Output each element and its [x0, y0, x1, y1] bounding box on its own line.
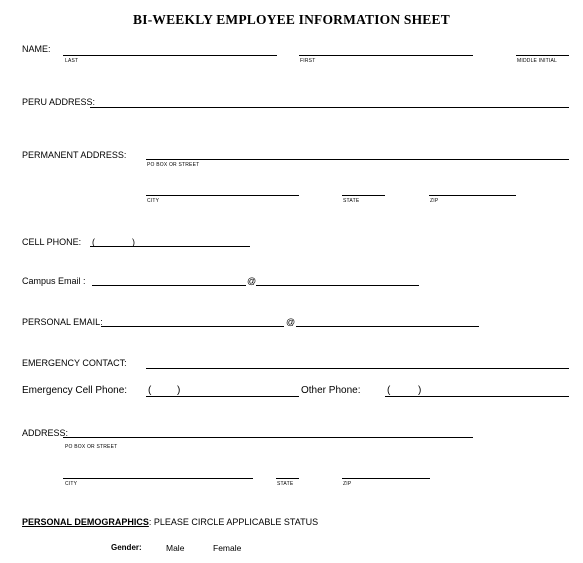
permanent-street-caption: PO BOX OR STREET — [147, 162, 200, 168]
demographics-row — [22, 517, 318, 527]
emergency-cell-label: Emergency Cell Phone: — [22, 385, 128, 396]
other-phone-label: Other Phone: — [301, 385, 361, 396]
gender-label: Gender: — [111, 543, 142, 552]
emergency-contact-field[interactable] — [146, 368, 569, 369]
permanent-state-caption: STATE — [343, 198, 360, 204]
middle-initial-caption: MIDDLE INITIAL — [517, 58, 558, 64]
other-phone-area-open: ( — [387, 385, 391, 396]
permanent-zip-field[interactable] — [429, 195, 516, 196]
personal-email-user-field[interactable] — [101, 326, 284, 327]
cell-phone-field[interactable] — [90, 246, 250, 247]
emergency-cell-area-close: ) — [177, 385, 181, 396]
address-zip-caption: ZIP — [343, 481, 352, 487]
permanent-city-field[interactable] — [146, 195, 299, 196]
campus-email-user-field[interactable] — [92, 285, 246, 286]
address-street-caption: PO BOX OR STREET — [65, 444, 118, 450]
permanent-city-caption: CITY — [147, 198, 160, 204]
personal-email-label: PERSONAL EMAIL: — [22, 317, 103, 327]
demographics-instruction: : PLEASE CIRCLE APPLICABLE STATUS — [148, 517, 319, 527]
middle-initial-field[interactable] — [516, 55, 569, 56]
last-name-caption: LAST — [65, 58, 79, 64]
address-street-field[interactable] — [63, 437, 473, 438]
cell-phone-area-open: ( — [92, 237, 95, 247]
cell-phone-area-close: ) — [132, 237, 135, 247]
permanent-street-field[interactable] — [146, 159, 569, 160]
other-phone-area-close: ) — [418, 385, 422, 396]
address-state-field[interactable] — [276, 478, 299, 479]
address-state-caption: STATE — [277, 481, 294, 487]
first-name-field[interactable] — [299, 55, 473, 56]
campus-email-domain-field[interactable] — [256, 285, 419, 286]
address-city-field[interactable] — [63, 478, 253, 479]
address-zip-field[interactable] — [342, 478, 430, 479]
permanent-state-field[interactable] — [342, 195, 385, 196]
other-phone-field[interactable] — [385, 396, 569, 397]
campus-email-at: @ — [247, 276, 257, 286]
emergency-contact-label: EMERGENCY CONTACT: — [22, 358, 127, 368]
demographics-heading: PERSONAL DEMOGRAPHICS — [22, 517, 149, 527]
emergency-cell-field[interactable] — [146, 396, 299, 397]
personal-email-at: @ — [286, 317, 296, 327]
name-label: NAME: — [22, 44, 51, 54]
emergency-cell-area-open: ( — [148, 385, 152, 396]
address-label: ADDRESS: — [22, 428, 69, 438]
permanent-zip-caption: ZIP — [430, 198, 439, 204]
last-name-field[interactable] — [63, 55, 277, 56]
permanent-address-label: PERMANENT ADDRESS: — [22, 150, 127, 160]
peru-address-field[interactable] — [90, 107, 569, 108]
page-title: BI-WEEKLY EMPLOYEE INFORMATION SHEET — [133, 12, 450, 27]
first-name-caption: FIRST — [300, 58, 316, 64]
campus-email-label: Campus Email : — [22, 276, 86, 286]
address-city-caption: CITY — [65, 481, 78, 487]
personal-email-domain-field[interactable] — [296, 326, 479, 327]
gender-option-female[interactable]: Female — [213, 543, 242, 553]
gender-option-male[interactable]: Male — [166, 543, 185, 553]
cell-phone-label: CELL PHONE: — [22, 237, 82, 247]
peru-address-label: PERU ADDRESS: — [22, 97, 96, 107]
